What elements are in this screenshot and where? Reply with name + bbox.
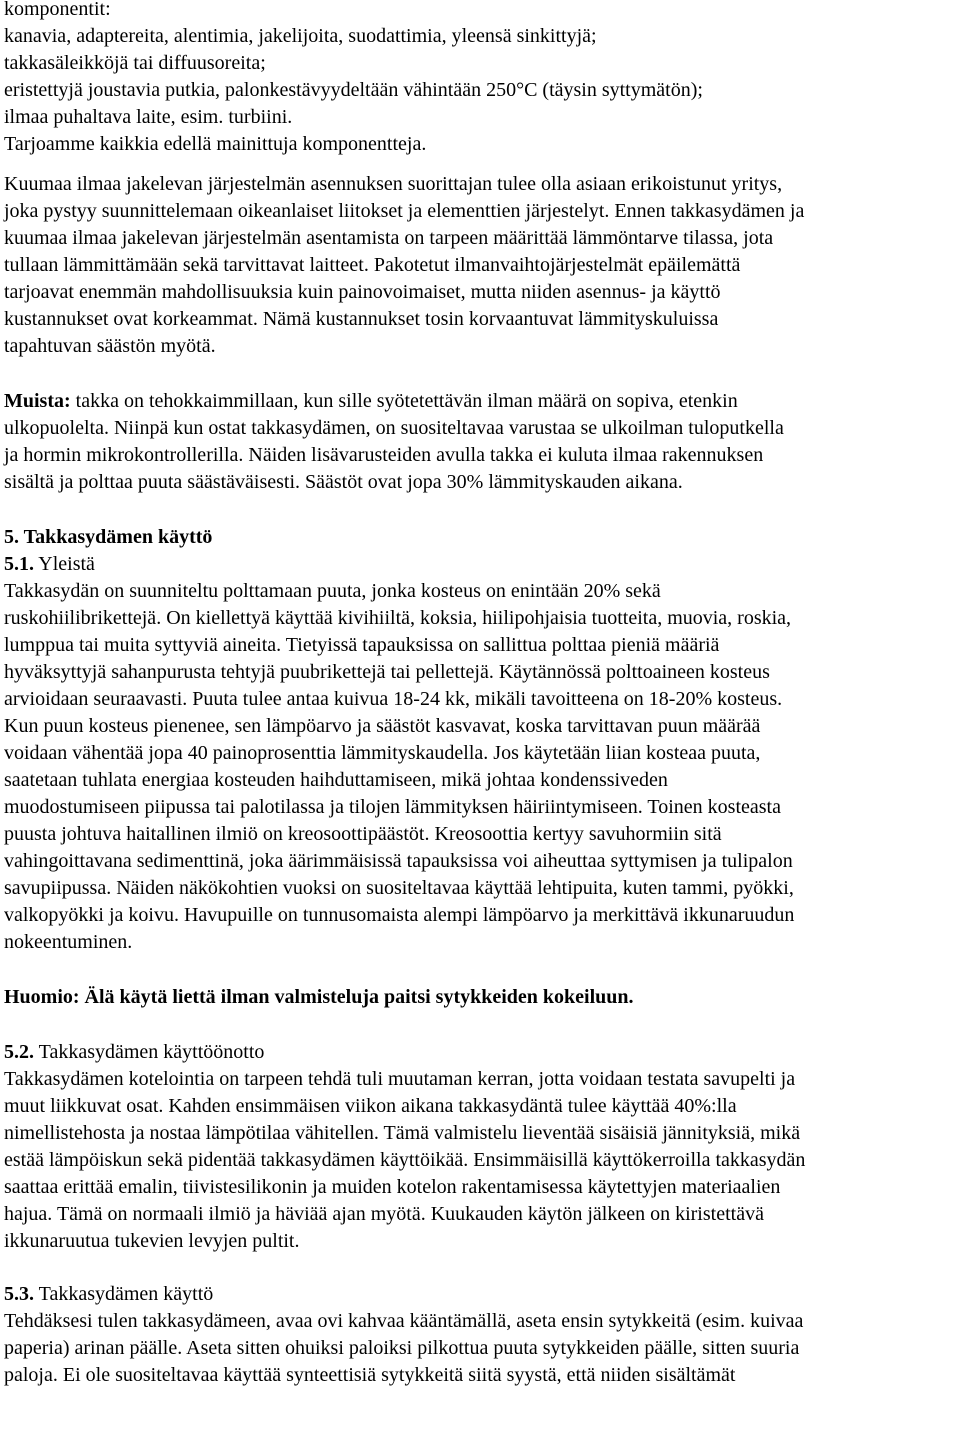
spacer bbox=[4, 1011, 954, 1039]
text-line: ruskohiilibrikettejä. On kiellettyä käyttää kivihiiltä, koksia, hiilipohjaisia tuotteita, muovia, roskia, bbox=[4, 607, 792, 629]
text-line: puusta johtuva haitallinen ilmiö on kreosoottipäästöt. Kreosoottia kertyy savuhormiin sitä bbox=[4, 823, 722, 845]
text-line: kanavia, adaptereita, alentimia, jakelijoita, suodattimia, yleensä sinkittyjä; bbox=[4, 25, 597, 47]
remember-text: takka on tehokkaimmillaan, kun sille syötetettävän ilman määrä on sopiva, etenkin bbox=[70, 390, 738, 412]
text-line: Takkasydämen kotelointia on tarpeen tehdä tuli muutaman kerran, jotta voidaan testata savupelti ja bbox=[4, 1068, 796, 1090]
section-5-2 bbox=[4, 1039, 954, 1255]
text-line: Tehdäksesi tulen takkasydämeen, avaa ovi kahvaa kääntämällä, aseta ensin sytykkeitä (esim. kuivaa bbox=[4, 1310, 804, 1332]
subsection-title: Takkasydämen käyttöönotto bbox=[34, 1041, 265, 1063]
text-line: kustannukset ovat korkeammat. Nämä kustannukset tosin korvaantuvat lämmityskuluissa bbox=[4, 308, 719, 330]
subsection-title: Yleistä bbox=[34, 553, 95, 575]
text-line: tullaan lämmittämään sekä tarvittavat laitteet. Pakotetut ilmanvaihtojärjestelmät epäilemättä bbox=[4, 254, 741, 276]
text-line: saattaa erittää emalin, tiivistesilikonin ja muiden kotelon rakentamisessa käytettyjen materiaalien bbox=[4, 1176, 781, 1198]
text-line: ikkunaruutua tukevien levyjen pultit. bbox=[4, 1230, 300, 1252]
subsection-heading bbox=[4, 1281, 954, 1308]
text-line: arvioidaan seuraavasti. Puuta tulee antaa kuivua 18-24 kk, mikäli tavoitteena on 18-20% kosteus. bbox=[4, 688, 783, 710]
text-line: ja hormin mikrokontrollerilla. Näiden lisävarusteiden avulla takka ei kuluta ilmaa rakennuksen bbox=[4, 444, 764, 466]
text-line: ilmaa puhaltava laite, esim. turbiini. bbox=[4, 106, 293, 128]
components-list bbox=[4, 0, 954, 158]
text-line: savupiipussa. Näiden näkökohtien vuoksi on suositeltavaa käyttää lehtipuita, kuten tammi, pyökki, bbox=[4, 877, 794, 899]
subsection-heading bbox=[4, 551, 954, 578]
text-line: voidaan vähentää jopa 40 painoprosenttia lämmityskaudella. Jos käytetään liian kosteaa puuta, bbox=[4, 742, 761, 764]
subsection-number: 5.1. bbox=[4, 553, 34, 575]
text-line: komponentit: bbox=[4, 0, 111, 20]
text-line: joka pystyy suunnittelemaan oikeanlaiset liitokset ja elementtien järjestelyt. Ennen takkasydämen ja bbox=[4, 200, 805, 222]
text-line: ulkopuolelta. Niinpä kun ostat takkasydämen, on suositeltavaa varustaa se ulkoilman tuloputkella bbox=[4, 417, 784, 439]
text-line: saatetaan tuhlata energiaa kosteuden haihduttamiseen, mikä johtaa kondenssiveden bbox=[4, 769, 668, 791]
text-line: muut liikkuvat osat. Kahden ensimmäisen viikon aikana takkasydäntä tulee käyttää 40%:lla bbox=[4, 1095, 737, 1117]
text-line: eristettyjä joustavia putkia, palonkestävyydeltään vähintään 250°C (täysin syttymätön); bbox=[4, 79, 703, 101]
text-line: sisältä ja polttaa puuta säästäväisesti. Säästöt ovat jopa 30% lämmityskauden aikana. bbox=[4, 471, 683, 493]
text-line: estää lämpöiskun sekä pidentää takkasydämen käyttöikää. Ensimmäisillä käyttökerroilla takkasydän bbox=[4, 1149, 806, 1171]
subsection-number: 5.2. bbox=[4, 1041, 34, 1063]
document-page bbox=[4, 0, 954, 1389]
text-line: nimellistehosta ja nostaa lämpötilaa vähitellen. Tämä valmistelu lieventää sisäisiä jännityksiä, mikä bbox=[4, 1122, 801, 1144]
text-line: Takkasydän on suunniteltu polttamaan puuta, jonka kosteus on enintään 20% sekä bbox=[4, 580, 661, 602]
text-line: paloja. Ei ole suositeltavaa käyttää synteettisiä sytykkeitä siitä syystä, että niiden sisältämät bbox=[4, 1364, 736, 1386]
text-line: takkasäleikköjä tai diffuusoreita; bbox=[4, 52, 266, 74]
text-line: vahingoittavana sedimenttinä, joka äärimmäisissä tapauksissa voi aiheuttaa syttymisen ja tulipalon bbox=[4, 850, 793, 872]
remember-label: Muista: bbox=[4, 390, 71, 412]
text-line: lumppua tai muita syttyviä aineita. Tietyissä tapauksissa on sallittua polttaa pieniä määriä bbox=[4, 634, 720, 656]
spacer bbox=[4, 956, 954, 984]
text-line bbox=[4, 388, 954, 415]
spacer bbox=[4, 1255, 954, 1281]
text-line: Tarjoamme kaikkia edellä mainittuja komponentteja. bbox=[4, 133, 427, 155]
section-heading: 5. Takkasydämen käyttö bbox=[4, 526, 213, 548]
text-line: tapahtuvan säästön myötä. bbox=[4, 335, 216, 357]
text-line: paperia) arinan päälle. Aseta sitten ohuiksi paloiksi pilkottua puuta sytykkeiden päälle, sitten suuria bbox=[4, 1337, 800, 1359]
text-line: nokeentuminen. bbox=[4, 931, 133, 953]
spacer bbox=[4, 360, 954, 388]
subsection-number: 5.3. bbox=[4, 1283, 34, 1305]
text-line: Kuumaa ilmaa jakelevan järjestelmän asennuksen suorittajan tulee olla asiaan erikoistunut yritys, bbox=[4, 173, 783, 195]
spacer bbox=[4, 496, 954, 524]
subsection-heading bbox=[4, 1039, 954, 1066]
remember-note bbox=[4, 388, 954, 496]
spacer bbox=[4, 158, 954, 171]
section-5 bbox=[4, 524, 954, 956]
installation-paragraph bbox=[4, 171, 954, 360]
text-line: Kun puun kosteus pienenee, sen lämpöarvo ja säästöt kasvavat, koska tarvittavan puun määrää bbox=[4, 715, 761, 737]
text-line: valkopyökki ja koivu. Havupuille on tunnusomaista alempi lämpöarvo ja merkittävä ikkunaruudun bbox=[4, 904, 795, 926]
warning-text: Huomio: Älä käytä liettä ilman valmisteluja paitsi sytykkeiden kokeiluun. bbox=[4, 986, 634, 1008]
subsection-title: Takkasydämen käyttö bbox=[34, 1283, 214, 1305]
text-line: tarjoavat enemmän mahdollisuuksia kuin painovoimaiset, mutta niiden asennus- ja käyttö bbox=[4, 281, 721, 303]
text-line: hyväksyttyjä sahanpurusta tehtyjä puubrikettejä tai pellettejä. Käytännössä polttoaineen kosteus bbox=[4, 661, 770, 683]
text-line: hajua. Tämä on normaali ilmiö ja häviää ajan myötä. Kuukauden käytön jälkeen on kiristettävä bbox=[4, 1203, 764, 1225]
section-5-3 bbox=[4, 1281, 954, 1389]
text-line: kuumaa ilmaa jakelevan järjestelmän asentamista on tarpeen määrittää lämmöntarve tilassa, jota bbox=[4, 227, 774, 249]
warning-note bbox=[4, 984, 954, 1011]
text-line: muodostumiseen piipussa tai palotilassa ja tilojen lämmityksen häiriintymiseen. Toinen kosteasta bbox=[4, 796, 781, 818]
